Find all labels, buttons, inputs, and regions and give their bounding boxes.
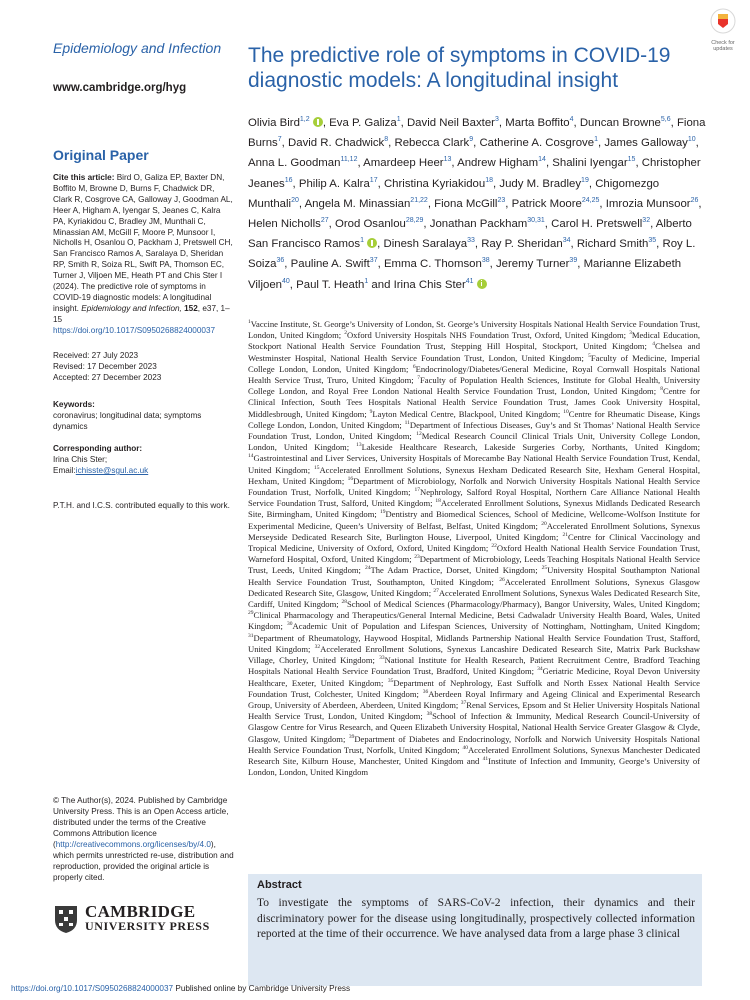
author-name: Marianne Elizabeth Viljoen [248,258,682,291]
article-type: Original Paper [53,147,149,163]
affiliation-text: Institute of Infection and Immunity, George’s University of London, London, United Kingdom [248,755,700,778]
affiliation-number: 30 [287,621,293,628]
orcid-icon[interactable] [367,238,377,248]
affiliation-number: 9 [369,408,373,415]
author-name: Patrick Moore [511,197,582,210]
cite-doi-link[interactable]: https://doi.org/10.1017/S0950268824000037 [53,325,216,335]
author-affiliation-ref: 23 [497,197,506,205]
author-name: Fiona McGill [434,197,498,210]
affiliation-number: 20 [541,520,547,527]
journal-url[interactable]: www.cambridge.org/hyg [53,82,187,94]
check-for-updates-icon [710,8,736,34]
logo-line-1: CAMBRIDGE [85,902,196,921]
author-name: Irina Chis Ster [393,278,466,291]
affiliation-number: 29 [248,610,254,617]
author-name: Ray P. Sheridan [481,238,563,251]
affiliation-text: Faculty of Medicine, Imperial College London, London, United Kingdom; [248,352,700,374]
affiliation-text: Accelerated Enrollment Solutions, Synexus Wales Dedicated Research Site, Cardiff, United Kingdom; [248,587,700,610]
author-name: Jonathan Packham [429,218,528,231]
author-name: Dinesh Saralaya [383,238,468,251]
affiliation-number: 15 [313,464,320,471]
corresponding-author-block [53,443,233,476]
author-name: Amardeep Heer [363,157,444,170]
affiliation-number: 5 [588,352,591,359]
affiliation-text: Department of Infectious Diseases, Guy’s and St Thomas’ National Health Service Foundation Trust, London, United Kingdom; [248,419,700,442]
email-label: Email: [53,466,76,475]
author-name: Jeremy Turner [495,258,570,271]
affiliation-number: 4 [652,341,655,348]
author-name: Emma C. Thomson [383,258,482,271]
author-name: Olivia Bird [248,117,300,129]
author-name: David Neil Baxter [406,117,495,129]
affiliation-text: Accelerated Enrollment Solutions, Synexus Hexham Dedicated Research Site, Hexham General Hospital, Hexham, United Kingdom; [248,464,700,486]
affiliation-number: 8 [660,386,663,393]
date-received: Received: 27 July 2023 [53,351,139,360]
affiliation-text: The Adam Practice, Dorset, United Kingdom; [370,565,538,576]
author-affiliation-ref: 41 [465,277,474,285]
affiliation-text: Renal Services, Epsom and St Helier University Hospitals National Health Service Trust, London, United Kingdom; [248,699,700,722]
affiliation-number: 18 [435,498,441,505]
affiliation-text: Vaccine Institute, St. George’s University of London, St. George’s University Hospitals National Health Service Foundation Trust, London, United Kingdom; [248,319,700,341]
affiliation-text: Centre for Clinical Vaccinology and Tropical Medicine, University of Oxford, Oxford, United Kingdom; [248,531,701,554]
affiliation-text: Oxford University Hospitals NHS Foundation Trust, Oxford, United Kingdom; [346,330,627,341]
author-affiliation-ref: 21,22 [410,197,428,205]
affiliation-number: 24 [364,565,371,572]
keywords-text: coronavirus; longitudinal data; symptoms dynamics [53,411,202,431]
affiliation-text: Gastrointestinal and Liver Services, University Hospitals of Morecambe Bay National Health Service Foundation Trust, Kendal, United Kingdom; [248,453,700,475]
author-name: Alberto San Francisco Ramos [248,218,692,251]
author-name: Christopher Jeanes [248,157,701,190]
page-footer [11,984,350,993]
author-name: Orod Osanlou [334,218,406,231]
author-name: James Galloway [604,137,688,150]
affiliation-number: 1 [248,319,251,326]
author-name: Richard Smith [576,238,649,251]
author-affiliation-ref: 1 [594,136,598,144]
affiliation-text: University Hospital Southampton National Health Service Foundation Trust, Southampton, United Kingdom; [248,565,701,587]
author-name: Marta Boffito [505,117,570,129]
author-affiliation-ref: 37 [369,257,378,265]
author-name: Carol H. Pretswell [551,218,643,231]
cite-journal: Epidemiology and Infection, [81,303,182,313]
date-revised: Revised: 17 December 2023 [53,362,157,371]
author-affiliation-ref: 32 [642,217,651,225]
author-affiliation-ref: 36 [276,257,285,265]
affiliation-text: Nephrology, Salford Royal Hospital, Northern Care Alliance National Health Service Foundation Trust, Salford, United Kingdom; [248,487,700,509]
license-link[interactable]: http://creativecommons.org/licenses/by/4.0 [55,840,211,849]
orcid-icon[interactable] [313,117,323,127]
affiliation-text: Department of Nephrology, East Suffolk and North Essex National Health Service Foundation Trust, Colchester, United Kingdom; [248,677,701,699]
affiliation-text: Oxford Health National Health Service Foundation Trust, Warneford Hospital, Oxford, United Kingdom; [248,543,700,565]
affiliation-text: Faculty of Population Health Sciences, Institute for Global Health, University College London, and Royal Free London National Health Service Foundation Trust, London, United Kingdom; [248,375,701,397]
affiliation-number: 35 [387,677,394,684]
affiliation-number: 16 [347,475,354,482]
author-affiliation-ref: 5,6 [660,116,671,124]
affiliation-text: Accelerated Enrollment Solutions, Synexus Midlands Dedicated Research Site, Birmingham, United Kingdom; [248,498,700,520]
affiliation-number: 23 [414,554,420,561]
author-affiliation-ref: 8 [384,136,389,144]
cite-volume: 152 [184,303,198,313]
author-name: Pauline A. Swift [290,258,370,271]
journal-name: Epidemiology and Infection [53,40,222,56]
author-name: Christina Kyriakidou [383,177,486,190]
affiliation-number: 2 [344,330,347,337]
affiliation-text: Academic Unit of Population and Lifespan Sciences, University of Nottingham, Nottingham, United Kingdom; [292,621,700,632]
author-name: Imrozia Munsoor [605,197,691,210]
author-affiliation-ref: 28,29 [405,217,424,225]
cite-pages: , e37, 1–15 [53,303,230,324]
article-title: The predictive role of symptoms in COVID-19 diagnostic models: A longitudinal insight [248,44,671,92]
affiliation-number: 26 [499,576,505,583]
affiliation-text: Accelerated Enrollment Solutions, Synexus Lancashire Dedicated Research Site, Matrix Park Buckshaw Village, Chorley, United Kingdom; [248,643,700,666]
author-name: Andrew Higham [457,157,539,170]
author-name: Rebecca Clark [394,137,470,150]
affiliation-text: Chelsea and Westminster Hospital, National Health Service Foundation Trust, London, United Kingdom; [248,341,700,363]
logo-line-2: UNIVERSITY PRESS [85,919,210,933]
affiliation-number: 31 [248,632,254,639]
cambridge-crest-icon [53,904,79,934]
abstract-box [248,874,702,986]
author-name: Helen Nicholls [248,218,321,231]
author-affiliation-ref: 15 [627,156,636,164]
author-affiliation-ref: 34 [562,237,571,245]
author-affiliation-ref: 14 [538,156,546,164]
author-name: Roy L. Soiza [248,238,696,271]
date-accepted: Accepted: 27 December 2023 [53,373,162,382]
copyright-text-2: ), which permits unrestricted re-use, distribution and reproduction, provided the original article is properly cited. [53,840,234,882]
author-affiliation-ref: 24,25 [581,197,600,205]
author-affiliation-ref: 3 [494,116,499,124]
author-affiliation-ref: 40 [282,277,290,285]
affiliation-number: 33 [379,655,385,662]
affiliation-number: 40 [462,744,468,751]
affiliation-text: Accelerated Enrollment Solutions, Synexus Manchester Dedicated Research Site, Kilburn House, Manchester, United Kingdom and [248,744,700,766]
author-name: David R. Chadwick [288,137,385,150]
author-affiliation-ref: 16 [284,176,293,184]
citation-block [53,173,235,337]
author-list: Olivia Bird$^{1,2}$ , Eva P. Galiza$^1$, David Neil Baxter$^3$, Marta Boffito$^4$, Duncan Browne$^{5,6}$, Fiona Burns$^7$, David R. Chadwick$^8$, Rebecca Clark$^9$, Catherine A. Cosgrove$^1$, James Galloway$^{10}$, Anna L. Goodman$^{11,12}$, Amardeep Heer$^{13}$, Andrew Higham$^{14}$, Shalini Iyengar$^{15}$, Christopher Jeanes$^{16}$, Philip A. Kalra$^{17}$, Christina Kyriakidou$^{18}$, Judy M. Bradley$^{19}$, Chigomezgo Munthali$^{20}$, Angela M. Minassian$^{21,22}$, Fiona McGill$^{23}$, Patrick Moore$^{24,25}$, Imrozia Munsoor$^{26}$, Helen Nicholls$^{27}$, Orod Osanlou$^{28,29}$, Jonathan Packham$^{30,31}$, Carol H. Pretswell$^{32}$, Alberto San Francisco Ramos$^1$ , Dinesh Saralaya$^{33}$, Ray P. Sheridan$^{34}$, Richard Smith$^{35}$, Roy L. Soiza$^{36}$, Pauline A. Swift$^{37}$, Emma C. Thomson$^{38}$, Jeremy Turner$^{39}$, Marianne Elizabeth Viljoen$^{40}$, Paul T. Heath$^1$ and Irina Chis Ster$^{41}$ [248,116,706,291]
author-affiliation-ref: 17 [369,176,378,184]
cambridge-logo [53,904,210,934]
author-affiliation-ref: 18 [485,176,494,184]
affiliation-text: Aberdeen Royal Infirmary and Ageing Clinical and Experimental Research Group, University of Aberdeen, Aberdeen, United Kingdom; [248,688,700,710]
affiliation-number: 7 [417,375,420,382]
affiliation-number: 41 [482,756,489,763]
copyright-notice [53,795,235,883]
affiliation-text: School of Medical Sciences (Pharmacology/Pharmacy), Bangor University, Wales, United Kingdom; [346,599,700,610]
author-name: Fiona Burns [248,117,706,150]
copyright-text-1: © The Author(s), 2024. Published by Cambridge University Press. This is an Open Access article, distributed under the terms of the Creative Commons Attribution licence ( [53,796,229,849]
author-affiliation-ref: 30,31 [527,217,545,225]
author-affiliation-ref: 33 [467,237,475,245]
affiliation-number: 14 [248,453,254,460]
affiliation-text: Endocrinology/Diabetes/General Medicine, Royal Cornwall Hospitals National Health Service Trust, Truro, United Kingdom; [248,363,700,386]
author-name: Catherine A. Cosgrove [479,137,595,150]
check-for-updates-label: Check for updates [711,40,735,52]
affiliation-text: Medical Research Council Clinical Trials Unit, University College London, London, United Kingdom; [248,431,700,453]
corresponding-name: Irina Chis Ster; [53,455,108,464]
affiliation-text: Accelerated Enrollment Solutions, Synexus Glasgow Dedicated Research Site, Glasgow, United Kingdom; [248,576,700,598]
dates-block [53,350,161,383]
author-affiliation-ref: 39 [569,257,578,265]
author-affiliation-ref: 20 [291,197,299,205]
equal-contribution-note: P.T.H. and I.C.S. contributed equally to this work. [53,501,230,510]
affiliation-number: 10 [563,408,569,415]
affiliation-number: 22 [491,543,497,550]
author-name: Anna L. Goodman [248,157,341,170]
keywords-block [53,399,233,432]
affiliation-text: School of Infection & Immunity, Medical Research Council-University of Glasgow Centre for Virus Research, and Queen Elizabeth University Hospital, National Health Service Greater Glasgow & Clyde, Glasgow, United Kingdom; [248,711,700,744]
affiliation-text: Department of Rheumatology, Haywood Hospital, Midlands Partnership National Health Service Foundation Trust, Stafford, United Kingdom; [248,632,700,654]
abstract-heading: Abstract [257,879,302,891]
affiliation-text: Clinical Pharmacology and Therapeutics/General Internal Medicine, Betsi Cadwaladr University Health Board, Wales, United Kingdom; [248,610,700,632]
author-affiliation-ref: 13 [443,156,452,164]
affiliation-text: Centre for Rheumatic Disease, Kings College London, London, United Kingdom; [248,408,700,430]
author-affiliation-ref: 38 [481,257,490,265]
affiliation-text: Centre for Clinical Infection, South Tees Hospitals National Health Service Foundation Trust, James Cook University Hospital, Middlesbrough, United Kingdom; [248,386,700,419]
affiliation-number: 37 [460,700,467,707]
author-affiliation-ref: 27 [320,217,329,225]
affiliation-text: National Institute for Health Research, Patient Recruitment Centre, Bradford Teaching Hospitals National Health Service Foundation Trust, Bradford, United Kingdom; [248,655,700,677]
affiliation-text: Accelerated Enrollment Solutions, Synexus Merseyside Dedicated Research Site, Burlington House, Liverpool, United Kingdom; [248,520,700,542]
affiliation-text: Medical Education, Stockport National Health Service Foundation Trust, Stepping Hill Hospital, Stockport, United Kingdom; [248,330,701,352]
cite-label: Cite this article: [53,173,115,182]
affiliation-text: Layton Medical Centre, Blackpool, United Kingdom; [372,408,561,419]
authors-and: and [371,278,391,291]
email-link[interactable]: ichisste@sgul.ac.uk [75,466,149,475]
affiliation-number: 39 [348,733,355,740]
orcid-icon[interactable] [477,279,487,289]
affiliation-number: 32 [314,644,321,651]
abstract-text: To investigate the symptoms of SARS-CoV-2 infection, their dynamics and their discriminatory power for the disease using longitudinally, prospectively collected information reported at the time of their occurrence. We have analysed data from a large phase 3 clinical [257,897,695,940]
affiliation-text: Geriatric Medicine, Royal Devon University Healthcare, Exeter, United Kingdom; [248,666,700,688]
affiliation-number: 38 [426,711,433,718]
cite-authors: Bird O, Galiza EP, Baxter DN, Boffito M, Browne D, Burns F, Chadwick DR, Clark R, Cosgrove CA, Galloway J, Goodman AL, Heer A, Higham A, Iyengar S, Jeanes C, Kalra PA, Kyriakidou C, Bradley JM, Munthali C, Minassian AM, McGill F, Moore P, Munsoor I, Nicholls H, Osanlou O, Packham J, Pretswell CH, San Francisco Ramos A, Saralaya D, Sheridan RP, Smith R, Soiza RL, Swift PA, Thomson EC, Turner J, Viljoen ME, Heath PT and Chis Ster I (2024). The predictive role of symptoms in COVID-19 diagnostic models: A longitudinal insight. [53,173,233,313]
affiliation-number: 25 [541,565,548,572]
author-name: Eva P. Galiza [329,117,397,129]
affiliation-number: 12 [416,431,422,438]
author-name: Chigomezgo Munthali [248,177,660,210]
affiliation-text: Department of Diabetes and Endocrinology, Norfolk and Norwich University Hospitals National Health Service Foundation Trust, Norfolk, United Kingdom; [248,733,700,755]
author-affiliation-ref: 19 [581,176,589,184]
affiliation-number: 34 [537,666,543,673]
author-affiliation-ref: 7 [277,136,282,144]
affiliation-number: 21 [562,532,569,538]
author-name: Judy M. Bradley [499,177,582,190]
affiliation-number: 19 [379,509,386,516]
author-name: Duncan Browne [579,117,661,129]
affiliation-text: Lakeside Healthcare Research, Lakeside Surgeries Corby, Northants, United Kingdom; [361,442,700,453]
affiliation-number: 11 [404,419,410,426]
affiliations-list [248,319,700,778]
affiliation-number: 27 [433,588,439,595]
author-affiliation-ref: 4 [569,116,574,124]
author-affiliation-ref: 1,2 [299,116,310,124]
affiliation-number: 36 [422,688,429,695]
affiliation-text: Dentistry and Biomedical Sciences, School of Medicine, Wellcome-Wolfson Institute for Experimental Medicine, Queen’s University of Belfast, Belfast, United Kingdom; [248,509,700,531]
author-affiliation-ref: 1 [364,277,369,285]
affiliation-number: 13 [356,442,362,449]
corresponding-label: Corresponding author: [53,444,143,453]
keywords-label: Keywords: [53,400,95,409]
footer-doi-link[interactable]: https://doi.org/10.1017/S0950268824000037 [11,984,174,993]
affiliation-number: 6 [412,363,416,370]
author-name: Philip A. Kalra [298,177,370,190]
author-affiliation-ref: 9 [469,136,474,144]
author-affiliation-ref: 35 [648,237,657,245]
author-affiliation-ref: 26 [690,197,699,205]
affiliation-number: 17 [414,487,420,494]
footer-published: Published online by Cambridge University Press [173,984,351,993]
affiliation-number: 28 [341,599,347,606]
author-affiliation-ref: 1 [360,237,364,245]
affiliation-number: 3 [629,330,632,337]
author-affiliation-ref: 11,12 [340,156,358,164]
author-name: Paul T. Heath [296,278,365,291]
affiliation-text: Department of Microbiology, Leeds Teaching Hospitals National Health Service Trust, Leeds, United Kingdom; [248,554,700,576]
author-affiliation-ref: 1 [396,116,401,124]
author-name: Shalini Iyengar [552,157,628,170]
affiliation-text: Department of Microbiology, Norfolk and Norwich University Hospitals National Health Service Foundation Trust, Norfolk, United Kingdom; [248,475,700,498]
author-affiliation-ref: 10 [687,136,696,144]
author-name: Angela M. Minassian [304,197,411,210]
